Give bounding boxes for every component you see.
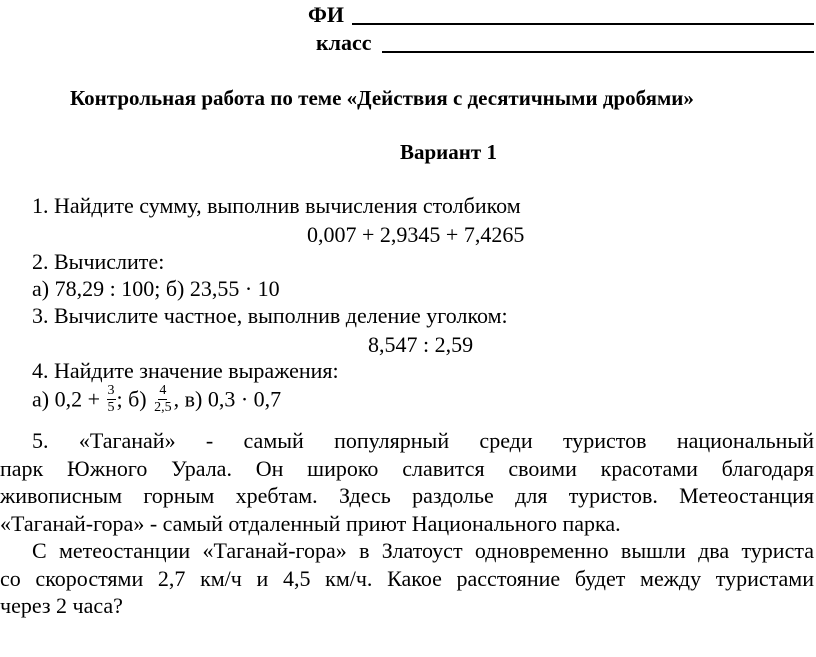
fraction-numerator: 4 xyxy=(159,383,167,398)
task-2-text: 2. Вычислите: xyxy=(32,249,165,274)
variant-heading: Вариант 1 xyxy=(400,140,497,164)
class-label: класс xyxy=(316,30,372,55)
task-5-line: С метеостанции «Таганай-гора» в Златоуст одновременно вышли два туриста xyxy=(32,538,814,563)
fraction-denominator: 5 xyxy=(107,400,115,415)
task-1-expression: 0,007 + 2,9345 + 7,4265 xyxy=(307,222,525,247)
task-3-expression: 8,547 : 2,59 xyxy=(368,332,474,357)
fraction-4-2-5 xyxy=(153,384,173,415)
page-title: Контрольная работа по теме «Действия с десятичными дробями» xyxy=(70,86,694,110)
task-5-line: со скоростями 2,7 км/ч и 4,5 км/ч. Какое расстояние будет между туристами xyxy=(0,565,814,591)
class-underline xyxy=(382,51,814,53)
fraction-numerator: 3 xyxy=(107,383,115,398)
task-5-line: парк Южного Урала. Он широко славится своими красотами благодаря xyxy=(0,455,814,481)
task-5-paragraph-1 xyxy=(0,427,814,537)
task-4-items xyxy=(32,383,282,417)
task-5-line: живописным горным хребтам. Здесь раздолье для туристов. Метеостанция xyxy=(0,483,814,508)
task-4-c-part: , в) 0,3 · 0,7 xyxy=(173,386,282,412)
task-1-text: 1. Найдите сумму, выполнив вычисления столбиком xyxy=(32,193,521,218)
fraction-3-5 xyxy=(107,384,116,415)
task-5-paragraph-2 xyxy=(0,537,814,620)
task-4-a-prefix: а) 0,2 + xyxy=(32,386,106,412)
task-4-text: 4. Найдите значение выражения: xyxy=(32,358,339,383)
task-3-text: 3. Вычислите частное, выполнив деление уголком: xyxy=(32,303,508,328)
fi-label: ФИ xyxy=(308,2,345,27)
task-2-items: а) 78,29 : 100; б) 23,55 · 10 xyxy=(32,276,280,301)
task-5-line: «Таганай-гора» - самый отдаленный приют Национального парка. xyxy=(0,510,621,536)
task-5-line: 5. «Таганай» - самый популярный среди туристов национальный xyxy=(32,428,814,453)
fi-underline xyxy=(352,23,814,25)
fraction-denominator: 2,5 xyxy=(154,400,172,415)
task-4-b-prefix: ; б) xyxy=(116,386,153,412)
task-5-line: через 2 часа? xyxy=(0,593,123,618)
